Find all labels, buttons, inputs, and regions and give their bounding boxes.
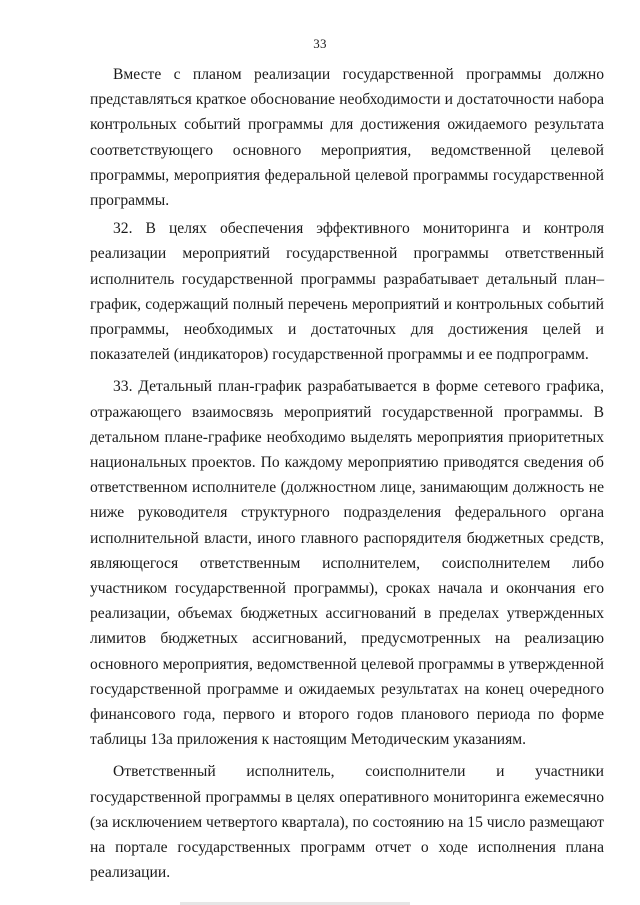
paragraph-plan-justification: Вместе с планом реализации государственной программы должно представляться краткое обоснование необходимости и достаточности набора контрольных событий программы для достижения ожидаемого результата соответствующего основного мероприятия, ведомственной целевой программы, мероприятия федеральной целевой программы государственной программы. (90, 66, 604, 210)
paragraph-32-detailed-schedule: 32. В целях обеспечения эффективного мониторинга и контроля реализации мероприятий государственной программы ответственный исполнитель государственной программы разрабатывает детальный план–график, содержащий полный перечень мероприятий и контрольных событий программы, необходимых и достаточных для достижения целей и показателей (индикаторов) государственной программы и ее подпрограмм. (90, 220, 604, 364)
page-number: 33 (313, 36, 327, 51)
document-body (90, 62, 604, 886)
paragraph-monthly-monitoring: Ответственный исполнитель, соисполнители и участники государственной программы в целях оперативного мониторинга ежемесячно (за исключением четвертого квартала), по состоянию на 15 число размещают на портале государственных программ отчет о ходе исполнения плана реализации. (90, 763, 604, 882)
paragraph-33-network-schedule: 33. Детальный план-график разрабатывается в форме сетевого графика, отражающего взаимосвязь мероприятий государственной программы. В детальном плане-графике необходимо выделять мероприятия приоритетных национальных проектов. По каждому мероприятию приводятся сведения об ответственном исполнителе (должностном лице, занимающим должность не ниже руководителя структурного подразделения федерального органа исполнительной власти, иного главного распорядителя бюджетных средств, являющегося ответственным исполнителем, соисполнителем либо участником государственной программы), сроках начала и окончания его реализации, объемах бюджетных ассигнований в пределах утвержденных лимитов бюджетных ассигнований, предусмотренных на реализацию основного мероприятия, ведомственной целевой программы в утвержденной государственной программе и ожидаемых результатах на конец очередного финансового года, первого и второго годов планового периода по форме таблицы 13а приложения к настоящим Методическим указаниям. (90, 378, 604, 749)
